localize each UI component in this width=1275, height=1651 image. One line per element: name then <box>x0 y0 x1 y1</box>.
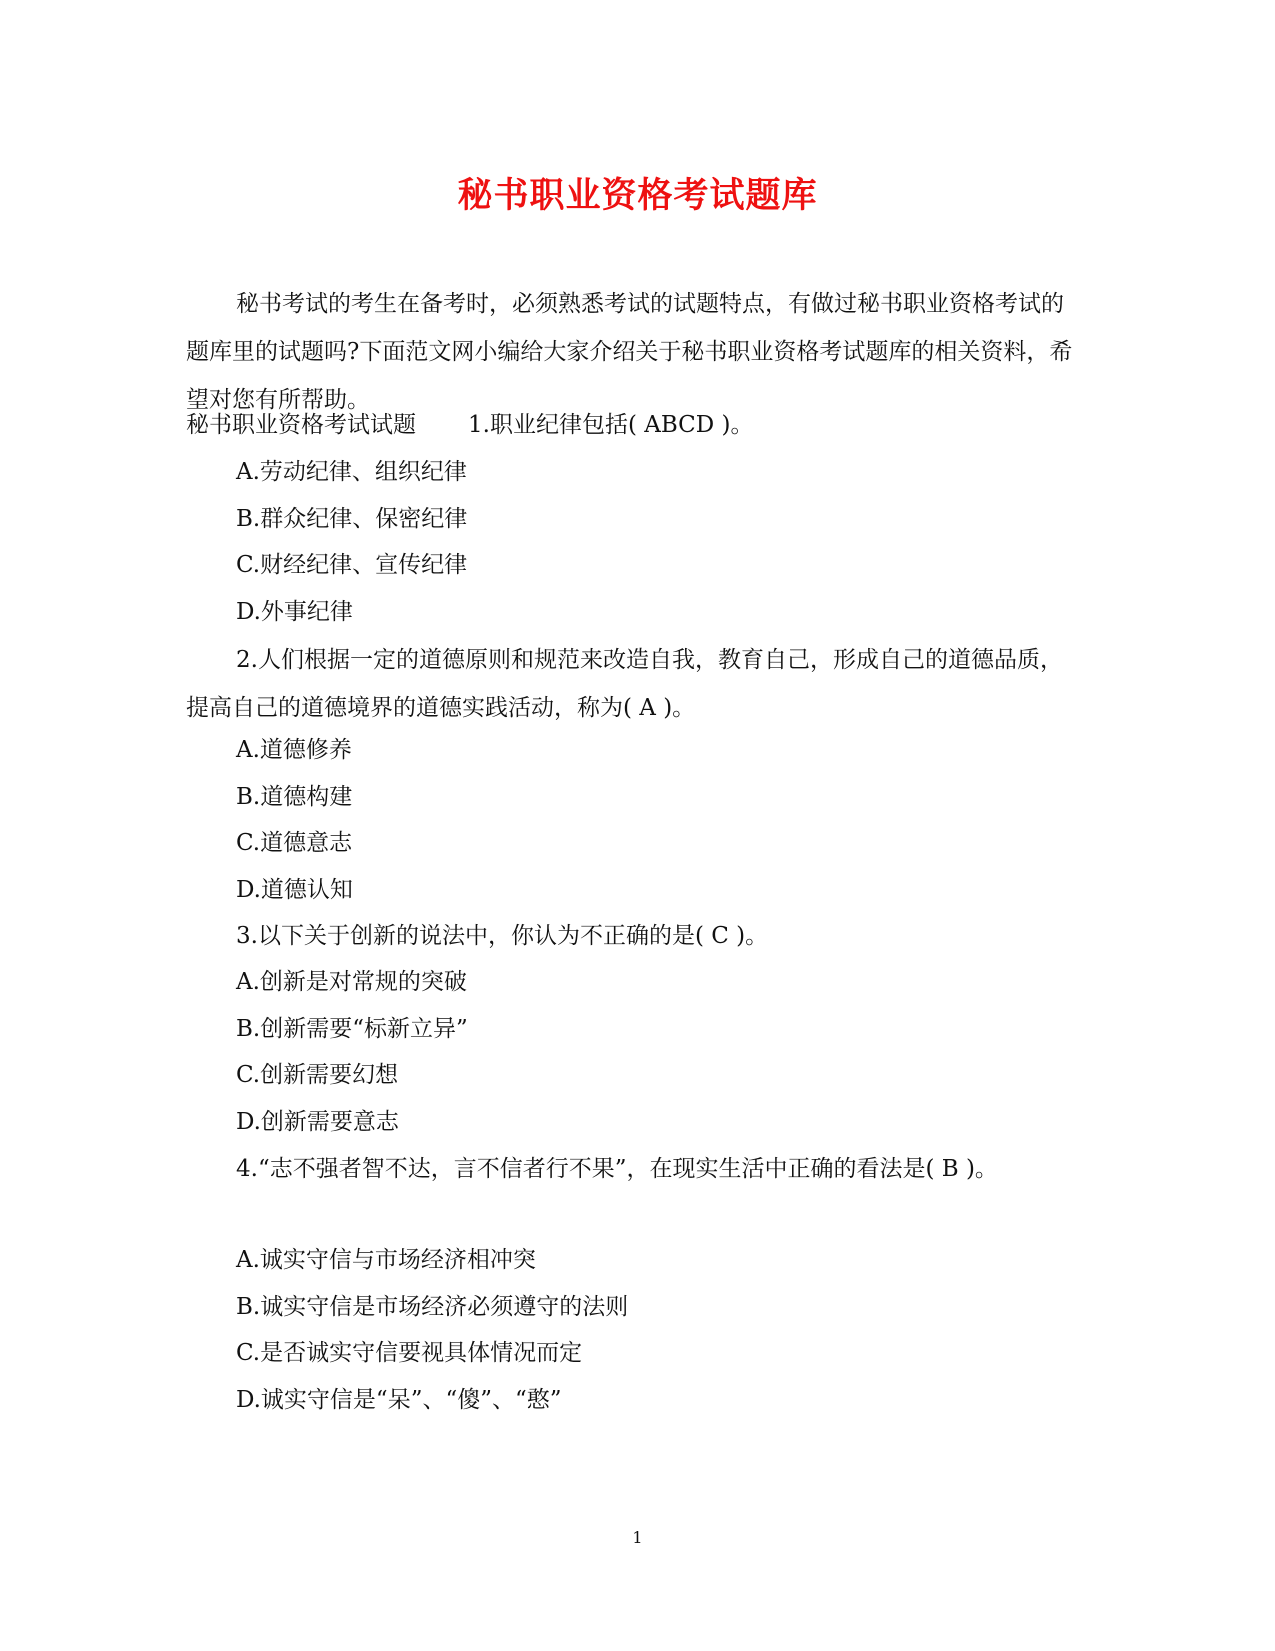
question-4-option-d: D.诚实守信是“呆”、“傻”、“憨” <box>236 1387 562 1413</box>
question-3-option-d: D.创新需要意志 <box>236 1109 399 1135</box>
question-2-stem: 2.人们根据一定的道德原则和规范来改造自我，教育自己，形成自己的道德品质，提高自己的道德境界的道德实践活动，称为( A )。 <box>186 647 1063 721</box>
document-title: 秘书职业资格考试题库 <box>457 175 818 216</box>
question-1-option-b: B.群众纪律、保密纪律 <box>236 506 468 532</box>
question-1-stem: 1.职业纪律包括( ABCD )。 <box>468 412 754 438</box>
question-1-option-d: D.外事纪律 <box>236 599 353 625</box>
question-3-stem: 3.以下关于创新的说法中，你认为不正确的是( C )。 <box>236 923 769 949</box>
page-number: 1 <box>632 1528 643 1547</box>
question-3-option-c: C.创新需要幻想 <box>236 1062 399 1088</box>
question-2-option-a: A.道德修养 <box>236 737 352 763</box>
intro-paragraph: 秘书考试的考生在备考时，必须熟悉考试的试题特点，有做过秘书职业资格考试的题库里的试题吗?下面范文网小编给大家介绍关于秘书职业资格考试题库的相关资料，希望对您有所帮助。 <box>186 291 1073 413</box>
question-3-option-b: B.创新需要“标新立异” <box>236 1016 468 1042</box>
question-2-option-b: B.道德构建 <box>236 784 353 810</box>
question-4-option-a: A.诚实守信与市场经济相冲突 <box>236 1247 536 1273</box>
question-3-option-a: A.创新是对常规的突破 <box>236 969 467 995</box>
question-4-option-b: B.诚实守信是市场经济必须遵守的法则 <box>236 1294 629 1320</box>
question-2-option-c: C.道德意志 <box>236 830 353 856</box>
question-4-option-c: C.是否诚实守信要视具体情况而定 <box>236 1340 583 1366</box>
section-line <box>186 410 754 440</box>
question-4-stem: 4.“志不强者智不达，言不信者行不果”，在现实生活中正确的看法是( B )。 <box>236 1156 998 1182</box>
question-1-option-c: C.财经纪律、宣传纪律 <box>236 552 468 578</box>
section-label: 秘书职业资格考试试题 <box>186 412 416 438</box>
question-1-option-a: A.劳动纪律、组织纪律 <box>236 459 467 485</box>
question-2-option-d: D.道德认知 <box>236 877 353 903</box>
